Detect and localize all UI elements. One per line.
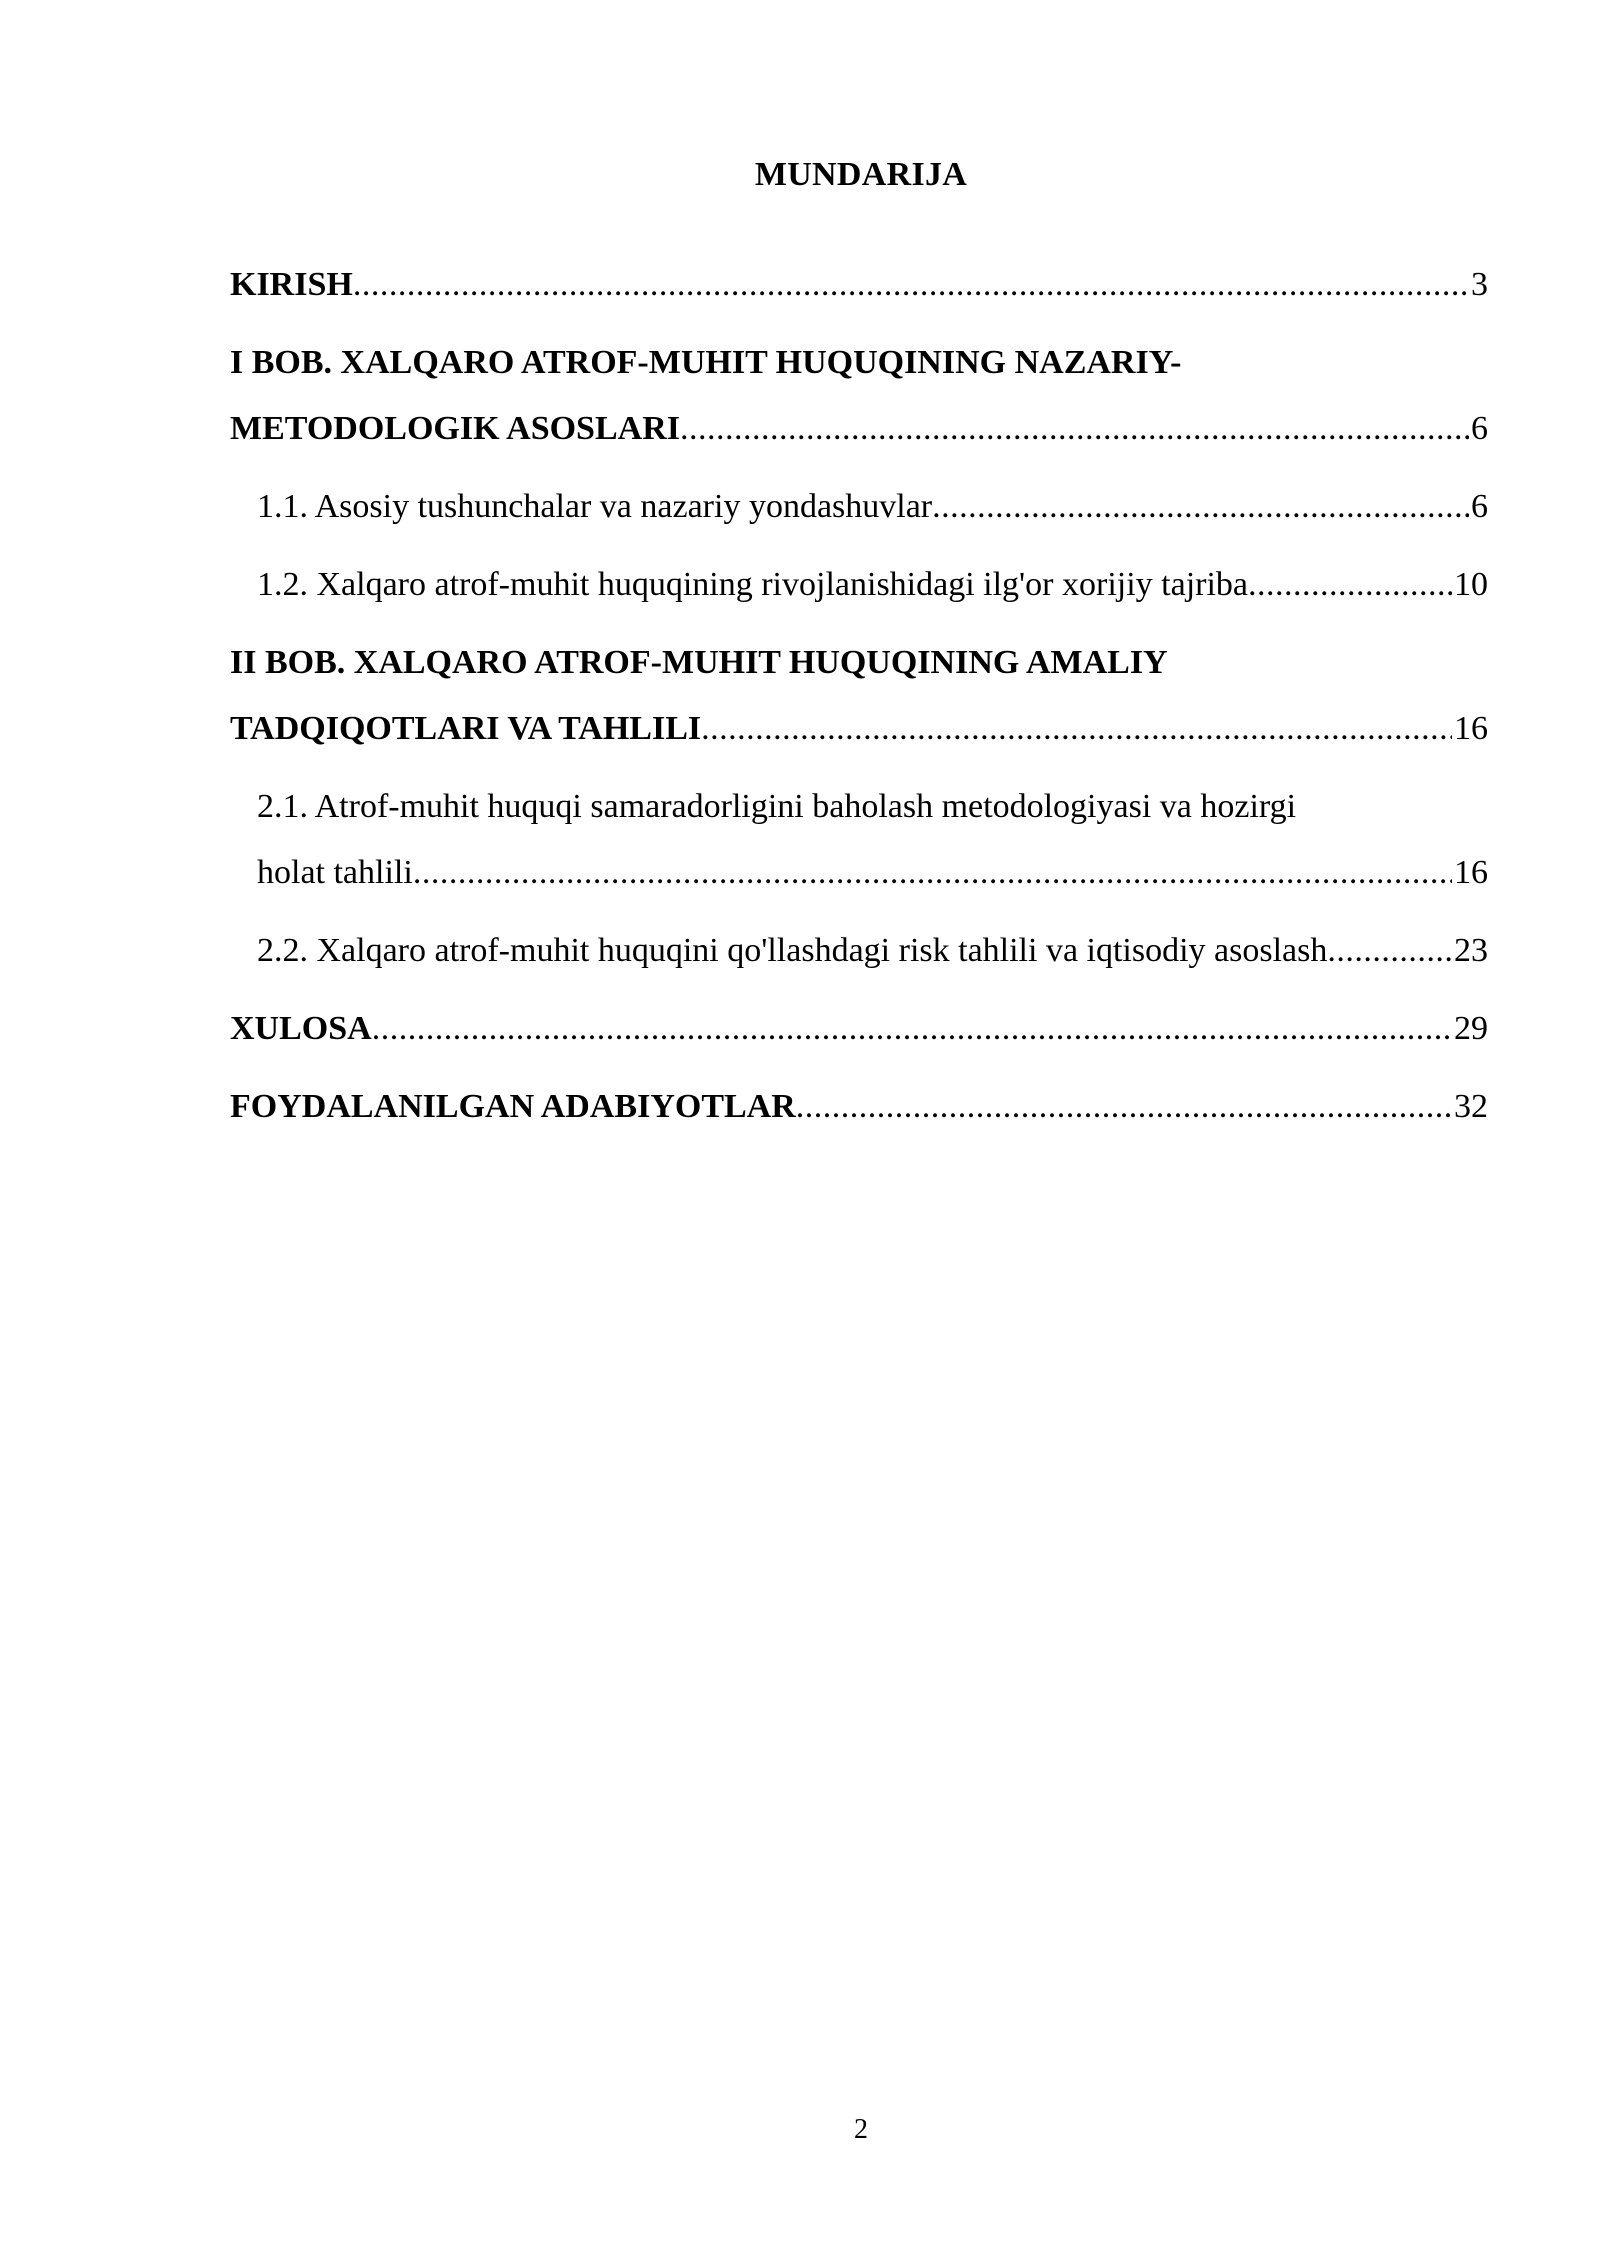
toc-entry-chapter-2[interactable]: [230, 630, 1488, 762]
toc-entry-label-line1: 2.1. Atrof-muhit huquqi samaradorligini baholash metodologiyasi va hozirgi: [257, 788, 1297, 825]
page-title: MUNDARIJA: [754, 156, 968, 193]
toc-dot-leader: [701, 696, 1452, 762]
toc-entry-section-1-2[interactable]: [257, 552, 1488, 618]
toc-entry-label: XULOSA: [230, 1010, 372, 1047]
toc-entry-label: 1.1. Asosiy tushunchalar va nazariy yondashuvlar: [257, 488, 933, 525]
toc-page-number: 3: [1471, 266, 1488, 303]
toc-page-number: 23: [1454, 932, 1488, 969]
toc-page-number: 29: [1454, 1010, 1488, 1047]
toc-entry-section-2-2[interactable]: [257, 918, 1488, 984]
toc-entry-label-line1: I BOB. XALQARO ATROF-MUHIT HUQUQINING NAZARIY-: [230, 344, 1182, 381]
toc-dot-leader: [796, 1074, 1452, 1140]
toc-entry-label: holat tahlili: [257, 854, 413, 891]
toc-entry-adabiyotlar[interactable]: [230, 1074, 1488, 1140]
toc-entry-label-line1: II BOB. XALQARO ATROF-MUHIT HUQUQINING AMALIY: [230, 644, 1168, 681]
toc-entry-xulosa[interactable]: [230, 996, 1488, 1062]
toc-dot-leader: [413, 840, 1452, 906]
toc-page-number: 32: [1454, 1088, 1488, 1125]
toc-entry-section-2-1[interactable]: [257, 774, 1488, 906]
toc-entry-section-1-1[interactable]: [257, 474, 1488, 540]
toc-dot-leader: [353, 252, 1469, 318]
toc-entry-kirish[interactable]: [230, 252, 1488, 318]
toc-dot-leader: [932, 474, 1469, 540]
toc-page-number: 16: [1454, 710, 1488, 747]
toc-page-number: 10: [1454, 566, 1488, 603]
toc-page-number: 16: [1454, 854, 1488, 891]
toc-entry-chapter-1[interactable]: [230, 330, 1488, 462]
toc-dot-leader: [372, 996, 1452, 1062]
toc-page-number: 6: [1471, 488, 1488, 525]
toc-entry-label: 1.2. Xalqaro atrof-muhit huquqining rivojlanishidagi ilg'or xorijiy tajriba: [257, 566, 1248, 603]
toc-entry-label: METODOLOGIK ASOSLARI: [230, 410, 680, 447]
toc-entry-label: FOYDALANILGAN ADABIYOTLAR: [230, 1088, 796, 1125]
toc-page-number: 6: [1471, 410, 1488, 447]
table-of-contents: [230, 252, 1488, 1152]
toc-entry-label: KIRISH: [230, 266, 353, 303]
toc-dot-leader: [1248, 552, 1452, 618]
toc-dot-leader: [680, 396, 1469, 462]
toc-entry-label: TADQIQOTLARI VA TAHLILI: [230, 710, 702, 747]
toc-dot-leader: [1327, 918, 1452, 984]
page-number: 2: [854, 2114, 868, 2145]
toc-entry-label: 2.2. Xalqaro atrof-muhit huquqini qo'llashdagi risk tahlili va iqtisodiy asoslash: [257, 932, 1328, 969]
